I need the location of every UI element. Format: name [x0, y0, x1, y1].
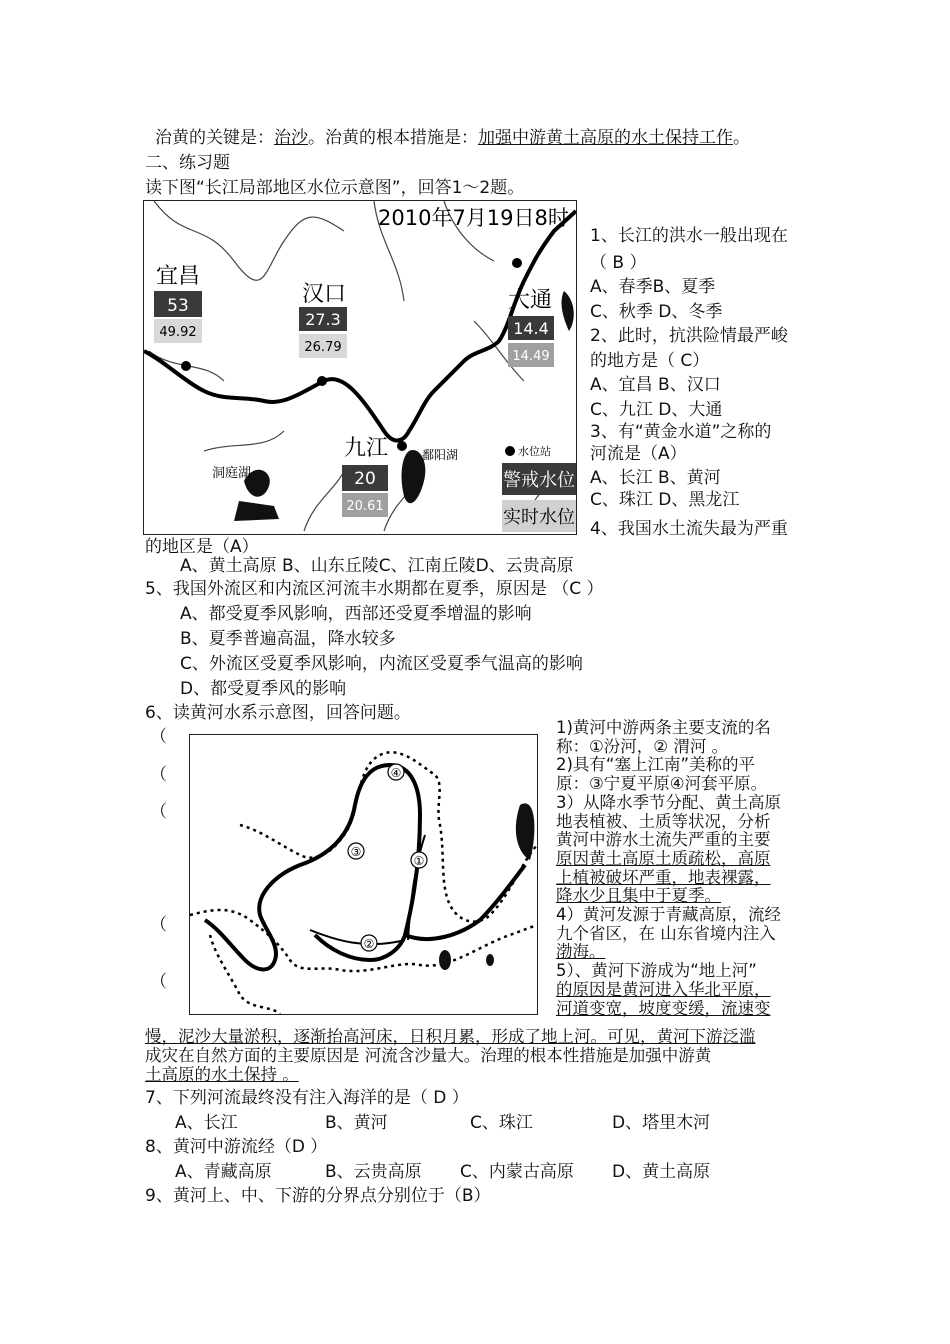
q-line: 的地方是（ C）	[590, 350, 710, 371]
key-label: 治黄的关键是：	[155, 128, 274, 148]
q-line: 河流是（A）	[590, 443, 687, 464]
warning-hankou: 27.3	[305, 310, 341, 329]
q6-line: 降水少且集中于夏季。	[556, 886, 721, 906]
q6-line: 渤海。	[556, 942, 606, 962]
station-marker-hankou	[317, 376, 327, 386]
warning-jiujiang: 20	[354, 469, 376, 489]
answer-paren: （	[150, 727, 167, 747]
q6-stem: 6、读黄河水系示意图，回答问题。	[145, 703, 411, 723]
q6-line: 2)具有“塞上江南”美称的平	[556, 755, 756, 775]
yellow-river-map	[189, 734, 538, 1015]
q4-options: A、黄土高原 B、山东丘陵C、江南丘陵D、云贵高原	[180, 556, 574, 576]
q-line: A、春季B、夏季	[590, 277, 716, 297]
q7-option-d: D、塔里木河	[612, 1113, 711, 1133]
station-name-hankou: 汉口	[302, 282, 347, 307]
q6-cont1: 慢，泥沙大量淤积，逐渐抬高河床，日积月累，形成了地上河。可见，黄河下游泛滥	[145, 1027, 756, 1046]
q6-line: 上植被破坏严重，地表裸露，	[556, 867, 771, 887]
q4-line2: 的地区是（A）	[145, 537, 259, 557]
q-line: C、秋季 D、冬季	[590, 301, 723, 322]
q-line: C、珠江 D、黑龙江	[590, 489, 740, 510]
q5-option-d: D、都受夏季风的影响	[180, 679, 347, 699]
q7-option-c: C、珠江	[470, 1113, 533, 1133]
q6-line: 原：③宁夏平原④河套平原。	[556, 774, 768, 794]
actual-datong: 14.49	[512, 349, 550, 364]
answer-paren: （	[150, 972, 167, 992]
map1-instruction: 读下图“长江局部地区水位示意图”，回答1～2题。	[145, 178, 525, 198]
legend-warning-label: 警戒水位	[503, 470, 575, 491]
warning-yichang: 53	[167, 296, 189, 316]
actual-jiujiang: 20.61	[346, 499, 384, 514]
q6-line: 九个省区，在 山东省境内注入	[556, 923, 776, 943]
q5-option-c: C、外流区受夏季风影响，内流区受夏季气温高的影响	[180, 654, 583, 674]
map-date: 2010年7月19日8时	[378, 206, 569, 230]
lake-1	[439, 950, 451, 970]
q6-cont2: 成灾在自然方面的主要原因是 河流含沙量大。治理的根本性措施是加强中游黄	[145, 1046, 712, 1065]
label-3: ③	[350, 845, 362, 859]
q6-cont3: 土高原的水土保持 。	[145, 1065, 299, 1084]
label-1: ①	[413, 854, 425, 868]
q7-option-a: A、长江	[175, 1113, 238, 1133]
warning-datong: 14.4	[513, 319, 549, 338]
q6-answers	[556, 719, 816, 1018]
bohai-sea	[516, 803, 535, 860]
q6-line: 3）从降水季节分配、黄土高原	[556, 792, 781, 812]
q-line: A、宜昌 B、汉口	[590, 375, 721, 395]
actual-hankou: 26.79	[304, 340, 342, 355]
q-line: 1、长江的洪水一般出现在	[590, 226, 788, 246]
label-poyang: 鄱阳湖	[422, 448, 459, 462]
measure-label: 。治黄的根本措施是：	[308, 128, 478, 148]
yangtze-map	[143, 200, 577, 535]
q6-line: 黄河中游水土流失严重的主要	[556, 830, 771, 850]
q8-option-d: D、黄土高原	[612, 1162, 711, 1182]
station-name-datong: 大通	[508, 288, 553, 313]
q7-option-b: B、黄河	[325, 1113, 388, 1133]
key-value: 治沙	[274, 128, 308, 148]
q-line: 3、有“黄金水道”之称的	[590, 422, 772, 442]
q8-option-a: A、青藏高原	[175, 1162, 272, 1182]
q6-line: 5）、黄河下游成为“地上河”	[556, 961, 757, 981]
yangtze-map-svg	[144, 201, 576, 534]
actual-yichang: 49.92	[159, 325, 197, 340]
station-marker-yichang	[181, 361, 191, 371]
q5-option-b: B、夏季普遍高温，降水较多	[180, 629, 396, 649]
q6-line: 原因黄土高原土质疏松，高原	[556, 848, 771, 868]
lake-2	[486, 954, 494, 966]
measure-end: 。	[733, 128, 750, 148]
questions-1-3	[590, 226, 815, 511]
q5-stem: 5、我国外流区和内流区河流丰水期都在夏季，原因是 （C ）	[145, 579, 604, 599]
section-title: 二、练习题	[145, 153, 230, 173]
label-dongting: 洞庭湖	[212, 466, 252, 481]
yellow-river-map-svg	[190, 735, 537, 1014]
station-name-yichang: 宜昌	[156, 264, 201, 289]
q-line: C、九江 D、大通	[590, 399, 723, 420]
q8-stem: 8、黄河中游流经（D ）	[145, 1137, 328, 1157]
answer-paren: （	[150, 802, 167, 822]
measure-value: 加强中游黄土高原的水土保持工作	[478, 128, 733, 148]
q-line: A、长江 B、黄河	[590, 468, 721, 488]
basin-boundary-west	[210, 935, 280, 1014]
q6-line: 1)黄河中游两条主要支流的名	[556, 718, 771, 737]
q8-option-c: C、内蒙古高原	[460, 1162, 574, 1182]
legend-station-icon	[505, 446, 515, 456]
q4-line1: 4、我国水土流失最为严重	[590, 519, 788, 539]
q9-stem: 9、黄河上、中、下游的分界点分别位于（B）	[145, 1186, 491, 1206]
basin-boundary-north	[240, 752, 537, 921]
sea-edge	[562, 291, 574, 331]
label-4: ④	[390, 766, 402, 780]
station-name-jiujiang: 九江	[344, 436, 389, 461]
legend-actual-label: 实时水位	[503, 507, 575, 528]
intro-line	[155, 127, 750, 149]
legend-station-label: 水位站	[518, 445, 551, 458]
q8-option-b: B、云贵高原	[325, 1162, 422, 1182]
answer-paren: （	[150, 915, 167, 935]
station-marker-datong	[512, 258, 522, 268]
q6-line: 地表植被、土质等状况，分析	[556, 811, 771, 831]
label-2: ②	[363, 937, 375, 951]
q7-stem: 7、下列河流最终没有注入海洋的是（ D ）	[145, 1088, 469, 1108]
q-line: （ B ）	[590, 252, 647, 273]
q6-line: 河道变宽，坡度变缓，流速变	[556, 998, 771, 1018]
q6-line: 称：①汾河，② 渭河 。	[556, 736, 729, 756]
answer-paren: （	[150, 765, 167, 785]
q5-option-a: A、都受夏季风影响，西部还受夏季增温的影响	[180, 604, 532, 624]
station-marker-jiujiang	[397, 441, 407, 451]
q6-line: 4）黄河发源于青藏高原，流经	[556, 905, 781, 925]
q-line: 2、此时，抗洪险情最严峻	[590, 326, 788, 346]
q6-line: 的原因是黄河进入华北平原，	[556, 979, 771, 999]
